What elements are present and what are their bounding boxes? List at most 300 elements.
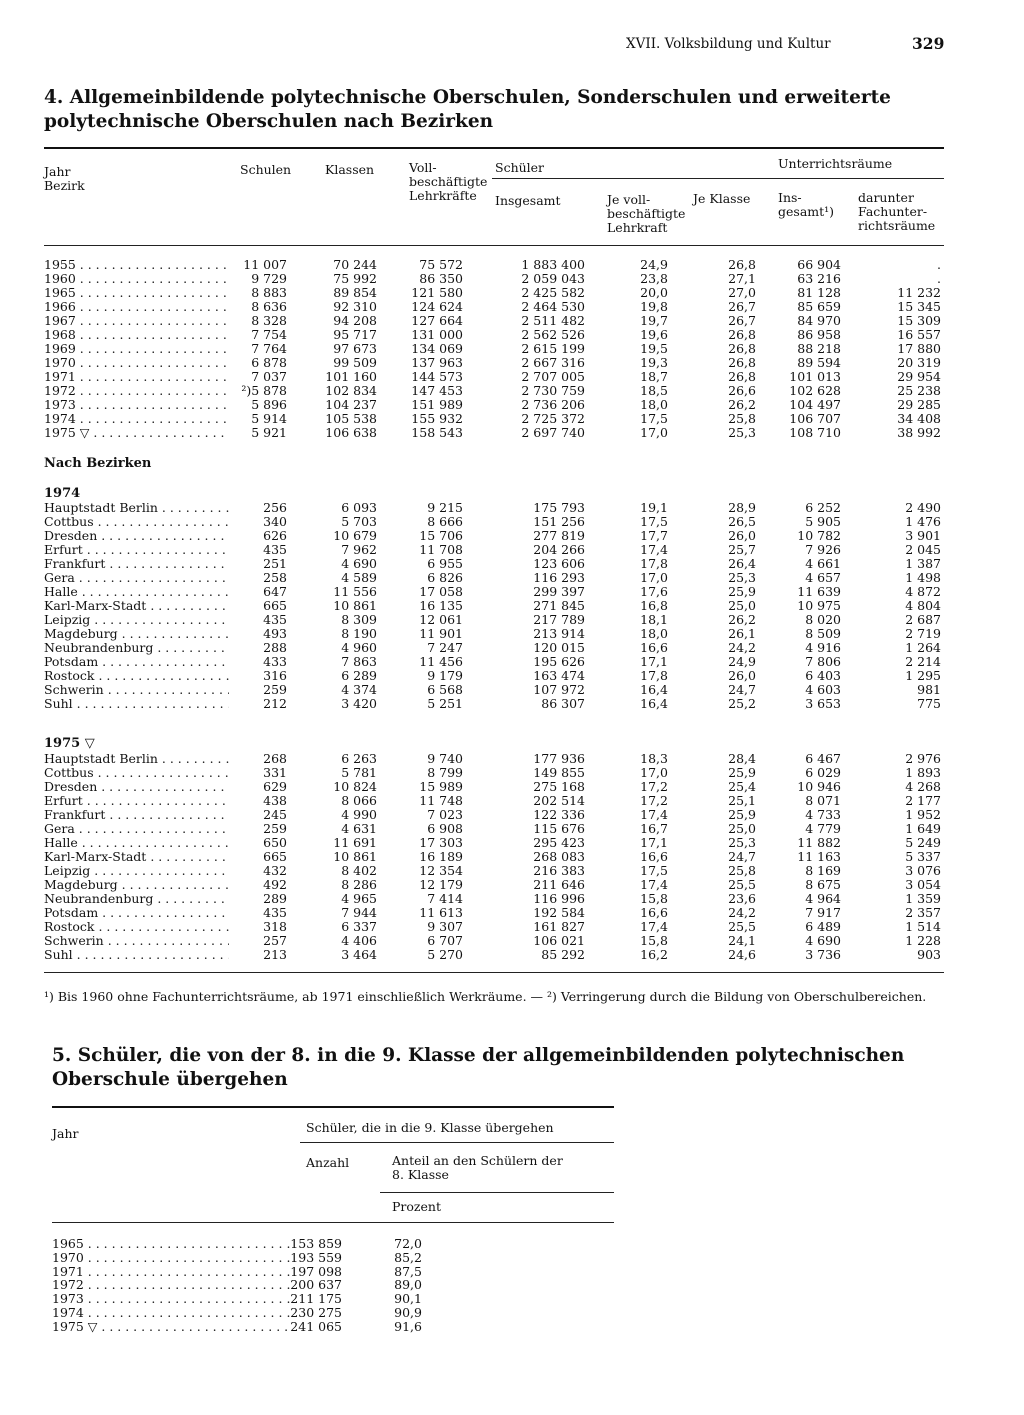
table-cell: 4 690 xyxy=(341,556,377,571)
table-cell: 626 xyxy=(263,528,287,543)
table-cell: 26,6 xyxy=(728,383,756,398)
table-cell: 17 303 xyxy=(419,835,463,850)
table-cell: 81 128 xyxy=(797,285,841,300)
table-cell: 20 319 xyxy=(897,355,941,370)
table5-top-rule xyxy=(52,1106,614,1108)
table4-bottom-rule xyxy=(44,972,944,973)
table-cell: 15 706 xyxy=(419,528,463,543)
row-label: 1960 . . . xyxy=(44,272,229,286)
table-cell: 104 497 xyxy=(789,397,841,412)
table-cell: 268 xyxy=(263,751,287,766)
row-label: 1972 . . . xyxy=(52,1278,290,1292)
table-cell: 10 861 xyxy=(333,598,377,613)
table-cell: 11 901 xyxy=(419,626,463,641)
table-cell: 193 559 xyxy=(290,1249,342,1265)
table-row xyxy=(44,515,944,529)
table-cell: 19,5 xyxy=(640,341,668,356)
table-cell: 89 594 xyxy=(797,355,841,370)
table-cell: 5 251 xyxy=(427,696,463,711)
table-cell: 29 285 xyxy=(897,397,941,412)
table-cell: 2 687 xyxy=(905,612,941,627)
table4-top-rule xyxy=(44,147,944,149)
table-cell: 17 880 xyxy=(897,341,941,356)
row-label: 1968 . . . xyxy=(44,328,229,342)
row-label: Rostock . . . xyxy=(44,920,229,934)
table-cell: 75 992 xyxy=(333,271,377,286)
table-cell: 108 710 xyxy=(789,425,841,440)
table-cell: 5 905 xyxy=(805,514,841,529)
table-cell: 26,2 xyxy=(728,397,756,412)
table-cell: 2 976 xyxy=(905,751,941,766)
table-cell: 70 244 xyxy=(333,257,377,272)
table-cell: 158 543 xyxy=(411,425,463,440)
table-cell: 775 xyxy=(917,696,941,711)
table-cell: 7 754 xyxy=(251,327,287,342)
table-cell: 26,8 xyxy=(728,369,756,384)
table-cell: 16,7 xyxy=(640,821,668,836)
table-cell: 1 476 xyxy=(905,514,941,529)
table-cell: 5 337 xyxy=(905,849,941,864)
table-cell: 8 402 xyxy=(341,863,377,878)
table-cell: 2 730 759 xyxy=(521,383,585,398)
table-row xyxy=(44,328,944,342)
table-cell: 6 955 xyxy=(427,556,463,571)
row-label: 1974 . . . xyxy=(44,412,229,426)
table-cell: 17,0 xyxy=(640,765,668,780)
table-cell: 3 653 xyxy=(805,696,841,711)
table-cell: 24,1 xyxy=(728,933,756,948)
table-cell: 3 901 xyxy=(905,528,941,543)
table-cell: 75 572 xyxy=(419,257,463,272)
table-cell: 161 827 xyxy=(533,919,585,934)
table-cell: 11 232 xyxy=(897,285,941,300)
table-cell: 23,8 xyxy=(640,271,668,286)
table-cell: 8 309 xyxy=(341,612,377,627)
table-cell: 17,8 xyxy=(640,556,668,571)
table-cell: 3 420 xyxy=(341,696,377,711)
table-cell: 8 636 xyxy=(251,299,287,314)
table-cell: 3 076 xyxy=(905,863,941,878)
table-row xyxy=(44,300,944,314)
table-cell: 4 657 xyxy=(805,570,841,585)
table-cell: 2 214 xyxy=(905,654,941,669)
table-cell: 18,1 xyxy=(640,612,668,627)
table-cell: 25,0 xyxy=(728,821,756,836)
table-row xyxy=(44,370,944,384)
table-cell: 90,1 xyxy=(394,1291,422,1307)
table-cell: 16 135 xyxy=(419,598,463,613)
table-cell: 25,0 xyxy=(728,598,756,613)
table-cell: 4 964 xyxy=(805,891,841,906)
table-cell: 19,6 xyxy=(640,327,668,342)
table-cell: 25,8 xyxy=(728,411,756,426)
table-cell: 2 059 043 xyxy=(521,271,585,286)
page-number: 329 xyxy=(912,34,945,53)
table-cell: 318 xyxy=(263,919,287,934)
table-cell: 102 834 xyxy=(325,383,377,398)
table-cell: 2 725 372 xyxy=(521,411,585,426)
table-cell: 12 061 xyxy=(419,612,463,627)
table-row xyxy=(44,286,944,300)
table-cell: 18,7 xyxy=(640,369,668,384)
col-je-lehrkraft: Je voll- beschäftigte Lehrkraft xyxy=(607,192,686,235)
table-cell: 149 855 xyxy=(533,765,585,780)
table-cell: 8 071 xyxy=(805,793,841,808)
table-row xyxy=(44,501,944,515)
table-cell: 2 697 740 xyxy=(521,425,585,440)
row-label: Suhl . . . xyxy=(44,697,229,711)
table-cell: 4 690 xyxy=(805,933,841,948)
table-cell: 86 307 xyxy=(541,696,585,711)
table-cell: 981 xyxy=(917,682,941,697)
table-cell: 17,4 xyxy=(640,877,668,892)
table-cell: 7 962 xyxy=(341,542,377,557)
table-cell: 2 490 xyxy=(905,500,941,515)
table-cell: 8 509 xyxy=(805,626,841,641)
table-cell: 17 058 xyxy=(419,584,463,599)
table-cell: 202 514 xyxy=(533,793,585,808)
row-label: Hauptstadt Berlin . . . xyxy=(44,501,229,515)
table-cell: 101 160 xyxy=(325,369,377,384)
row-label: 1965 . . . xyxy=(44,286,229,300)
table-cell: 5 896 xyxy=(251,397,287,412)
table-cell: 11 556 xyxy=(333,584,377,599)
col-unterrichtsraeume: Unterrichtsräume xyxy=(778,156,893,171)
table4-footnote: ¹) Bis 1960 ohne Fachunterrichtsräume, ab 1971 einschließlich Werkräume. — ²) Verringerung durch die Bildung von Oberschulbereichen. xyxy=(44,989,927,1004)
table-cell: 2 357 xyxy=(905,905,941,920)
table-cell: 85 292 xyxy=(541,947,585,962)
row-label: 1969 . . . xyxy=(44,342,229,356)
table-cell: 18,0 xyxy=(640,397,668,412)
table-cell: 85,2 xyxy=(394,1249,422,1265)
col-raeume-insgesamt: Ins- gesamt¹) xyxy=(778,190,835,219)
table-cell: 20,0 xyxy=(640,285,668,300)
table-cell: 17,1 xyxy=(640,654,668,669)
table-cell: 7 023 xyxy=(427,807,463,822)
table-cell: 9 307 xyxy=(427,919,463,934)
table-cell: 213 xyxy=(263,947,287,962)
table-cell: 4 589 xyxy=(341,570,377,585)
table-cell: 5 270 xyxy=(427,947,463,962)
table-row xyxy=(44,920,944,934)
row-label: Schwerin . . . xyxy=(44,934,229,948)
table-cell: 216 383 xyxy=(533,863,585,878)
table-row xyxy=(44,384,944,398)
table-cell: 84 970 xyxy=(797,313,841,328)
table-cell: 2 511 482 xyxy=(521,313,585,328)
table4-header-bottom-rule xyxy=(44,245,944,246)
table-cell: 9 740 xyxy=(427,751,463,766)
table-cell: 25,7 xyxy=(728,542,756,557)
table-cell: 26,2 xyxy=(728,612,756,627)
table-cell: 8 169 xyxy=(805,863,841,878)
table-cell: 16 189 xyxy=(419,849,463,864)
t5-col-anteil: Anteil an den Schülern der 8. Klasse xyxy=(392,1153,563,1182)
table-cell: 213 914 xyxy=(533,626,585,641)
table-cell: 271 845 xyxy=(533,598,585,613)
table-cell: 25,5 xyxy=(728,877,756,892)
table-cell: 3 054 xyxy=(905,877,941,892)
table-cell: 155 932 xyxy=(411,411,463,426)
table-cell: 25,3 xyxy=(728,425,756,440)
table-cell: 24,9 xyxy=(728,654,756,669)
subsection-1974: 1974 xyxy=(44,486,81,501)
table-cell: 7 917 xyxy=(805,905,841,920)
col-fachraeume: darunter Fachunter- richtsräume xyxy=(858,190,936,233)
table-cell: 241 065 xyxy=(290,1318,342,1334)
table-cell: 106 707 xyxy=(789,411,841,426)
table-row xyxy=(44,697,944,711)
row-label: 1967 . . . xyxy=(44,314,229,328)
row-label: Schwerin . . . xyxy=(44,683,229,697)
table-row xyxy=(44,836,944,850)
table-cell: 8 066 xyxy=(341,793,377,808)
table-cell: 16,6 xyxy=(640,640,668,655)
table5-row xyxy=(52,1251,472,1265)
table-cell: 4 603 xyxy=(805,682,841,697)
table-cell: 6 489 xyxy=(805,919,841,934)
table-row xyxy=(44,683,944,697)
table-cell: 24,2 xyxy=(728,640,756,655)
table-cell: 116 996 xyxy=(533,891,585,906)
table-cell: 38 992 xyxy=(897,425,941,440)
table-cell: 275 168 xyxy=(533,779,585,794)
table-cell: 7 944 xyxy=(341,905,377,920)
t5-col-prozent: Prozent xyxy=(392,1199,441,1214)
table-cell: 25,2 xyxy=(728,696,756,711)
table-cell: 295 423 xyxy=(533,835,585,850)
row-label: Rostock . . . xyxy=(44,669,229,683)
table-cell: 433 xyxy=(263,654,287,669)
table-cell: 11 613 xyxy=(419,905,463,920)
table-cell: 8 883 xyxy=(251,285,287,300)
row-label: Cottbus . . . xyxy=(44,766,229,780)
table-cell: 28,4 xyxy=(728,751,756,766)
table-cell: 25,9 xyxy=(728,807,756,822)
table-cell: 331 xyxy=(263,765,287,780)
table-cell: 6 707 xyxy=(427,933,463,948)
table-row xyxy=(44,766,944,780)
table-cell: 26,7 xyxy=(728,299,756,314)
table-cell: 10 975 xyxy=(797,598,841,613)
table-cell: 16,6 xyxy=(640,905,668,920)
table-cell: 195 626 xyxy=(533,654,585,669)
row-label: Karl-Marx-Stadt . . . xyxy=(44,599,229,613)
table-cell: 17,6 xyxy=(640,584,668,599)
table-cell: 438 xyxy=(263,793,287,808)
row-label: 1972 . . . xyxy=(44,384,229,398)
table-cell: 63 216 xyxy=(797,271,841,286)
row-label: Magdeburg . . . xyxy=(44,627,229,641)
table-cell: 101 013 xyxy=(789,369,841,384)
table-cell: 16,4 xyxy=(640,682,668,697)
table-cell: 2 562 526 xyxy=(521,327,585,342)
table-cell: 25,5 xyxy=(728,919,756,934)
row-label: Gera . . . xyxy=(44,571,229,585)
table-cell: 25,3 xyxy=(728,835,756,850)
table-cell: 122 336 xyxy=(533,807,585,822)
table-cell: 104 237 xyxy=(325,397,377,412)
row-label: Halle . . . xyxy=(44,585,229,599)
table-cell: 8 286 xyxy=(341,877,377,892)
table-cell: 7 863 xyxy=(341,654,377,669)
table-cell: 435 xyxy=(263,612,287,627)
table-cell: 1 228 xyxy=(905,933,941,948)
table-row xyxy=(44,906,944,920)
table-cell: 5 703 xyxy=(341,514,377,529)
table-cell: 316 xyxy=(263,668,287,683)
table-cell: 211 646 xyxy=(533,877,585,892)
running-title: XVII. Volksbildung und Kultur xyxy=(626,36,831,52)
table-cell: 25,9 xyxy=(728,584,756,599)
table-cell: 134 069 xyxy=(411,341,463,356)
table-row xyxy=(44,613,944,627)
table-cell: 11 007 xyxy=(243,257,287,272)
table-row xyxy=(44,794,944,808)
table-cell: 4 779 xyxy=(805,821,841,836)
table-cell: 26,4 xyxy=(728,556,756,571)
row-label: 1971 . . . xyxy=(44,370,229,384)
table-cell: 86 958 xyxy=(797,327,841,342)
table-cell: 25,4 xyxy=(728,779,756,794)
section-nach-bezirken: Nach Bezirken xyxy=(44,456,152,471)
table-cell: 650 xyxy=(263,835,287,850)
table-cell: 124 624 xyxy=(411,299,463,314)
row-label: 1971 . . . xyxy=(52,1265,290,1279)
table-row xyxy=(44,543,944,557)
table-cell: 15 989 xyxy=(419,779,463,794)
table-cell: 9 729 xyxy=(251,271,287,286)
t5-anteil-rule xyxy=(380,1192,614,1193)
table-cell: 24,9 xyxy=(640,257,668,272)
table-cell: 27,0 xyxy=(728,285,756,300)
table-cell: 903 xyxy=(917,947,941,962)
table-cell: 6 878 xyxy=(251,355,287,370)
table-cell: 200 637 xyxy=(290,1277,342,1293)
table5-title: 5. Schüler, die von der 8. in die 9. Klasse der allgemeinbildenden polytechnischen Oberschule übergehen xyxy=(52,1045,905,1090)
table-row xyxy=(44,669,944,683)
table-cell: 6 568 xyxy=(427,682,463,697)
table-cell: 17,5 xyxy=(640,514,668,529)
table-cell: 5 914 xyxy=(251,411,287,426)
table-cell: 94 208 xyxy=(333,313,377,328)
table-cell: 24,7 xyxy=(728,849,756,864)
table-cell: 92 310 xyxy=(333,299,377,314)
table-cell: 177 936 xyxy=(533,751,585,766)
table-row xyxy=(44,342,944,356)
table-cell: 175 793 xyxy=(533,500,585,515)
table-cell: 29 954 xyxy=(897,369,941,384)
table-cell: 10 824 xyxy=(333,779,377,794)
table-cell: 299 397 xyxy=(533,584,585,599)
table-cell: 8 190 xyxy=(341,626,377,641)
row-label: Gera . . . xyxy=(44,822,229,836)
table-cell: 10 782 xyxy=(797,528,841,543)
table-cell: 435 xyxy=(263,542,287,557)
col-je-klasse: Je Klasse xyxy=(693,191,751,206)
table-cell: 10 946 xyxy=(797,779,841,794)
table-cell: 10 861 xyxy=(333,849,377,864)
table-cell: 4 661 xyxy=(805,556,841,571)
table-cell: 26,7 xyxy=(728,313,756,328)
row-label: Karl-Marx-Stadt . . . xyxy=(44,850,229,864)
table-cell: 26,0 xyxy=(728,528,756,543)
table-row xyxy=(44,892,944,906)
table-cell: 19,7 xyxy=(640,313,668,328)
table-cell: 144 573 xyxy=(411,369,463,384)
table-cell: 105 538 xyxy=(325,411,377,426)
table-cell: 340 xyxy=(263,514,287,529)
table-cell: 16,2 xyxy=(640,947,668,962)
table-cell: 26,1 xyxy=(728,626,756,641)
table-cell: 12 179 xyxy=(419,877,463,892)
table-row xyxy=(44,780,944,794)
table-cell: 163 474 xyxy=(533,668,585,683)
table5-row xyxy=(52,1320,472,1334)
table-cell: 493 xyxy=(263,626,287,641)
table-cell: 289 xyxy=(263,891,287,906)
table-cell: 1 359 xyxy=(905,891,941,906)
table-cell: 151 989 xyxy=(411,397,463,412)
table-cell: 106 638 xyxy=(325,425,377,440)
row-label: 1955 . . . xyxy=(44,258,229,272)
table-cell: 11 748 xyxy=(419,793,463,808)
table-row xyxy=(44,599,944,613)
table-cell: 91,6 xyxy=(394,1318,422,1334)
table-cell: 26,0 xyxy=(728,668,756,683)
table-cell: 2 425 582 xyxy=(521,285,585,300)
table-cell: 34 408 xyxy=(897,411,941,426)
table-cell: 8 675 xyxy=(805,877,841,892)
raeume-rule xyxy=(776,178,944,179)
table-row xyxy=(44,948,944,962)
row-label: 1974 . . . xyxy=(52,1306,290,1320)
table-cell: 6 029 xyxy=(805,765,841,780)
table-cell: 18,5 xyxy=(640,383,668,398)
table-cell: 258 xyxy=(263,570,287,585)
table-cell: 268 083 xyxy=(533,849,585,864)
table-cell: 16,4 xyxy=(640,696,668,711)
table-cell: 107 972 xyxy=(533,682,585,697)
table-row xyxy=(44,850,944,864)
col-schulen: Schulen xyxy=(240,162,292,177)
table-cell: 4 916 xyxy=(805,640,841,655)
table-cell: 2 615 199 xyxy=(521,341,585,356)
table-row xyxy=(44,571,944,585)
table-cell: 123 606 xyxy=(533,556,585,571)
row-label: Dresden . . . xyxy=(44,529,229,543)
table-cell: 7 037 xyxy=(251,369,287,384)
table-cell: 256 xyxy=(263,500,287,515)
table-cell: 89 854 xyxy=(333,285,377,300)
table-cell: 629 xyxy=(263,779,287,794)
table-row xyxy=(44,272,944,286)
table-cell: 17,7 xyxy=(640,528,668,543)
t5-col-group: Schüler, die in die 9. Klasse übergehen xyxy=(306,1120,554,1135)
table-cell: 8 020 xyxy=(805,612,841,627)
table-cell: 4 965 xyxy=(341,891,377,906)
row-label: 1966 . . . xyxy=(44,300,229,314)
table-cell: 153 859 xyxy=(290,1236,342,1251)
table-cell: 5 249 xyxy=(905,835,941,850)
table-cell: 6 908 xyxy=(427,821,463,836)
table-row xyxy=(44,864,944,878)
table-cell: 127 664 xyxy=(411,313,463,328)
row-label: Potsdam . . . xyxy=(44,906,229,920)
table-cell: 17,5 xyxy=(640,411,668,426)
table5-header-bottom-rule xyxy=(52,1222,614,1223)
table-cell: 259 xyxy=(263,682,287,697)
